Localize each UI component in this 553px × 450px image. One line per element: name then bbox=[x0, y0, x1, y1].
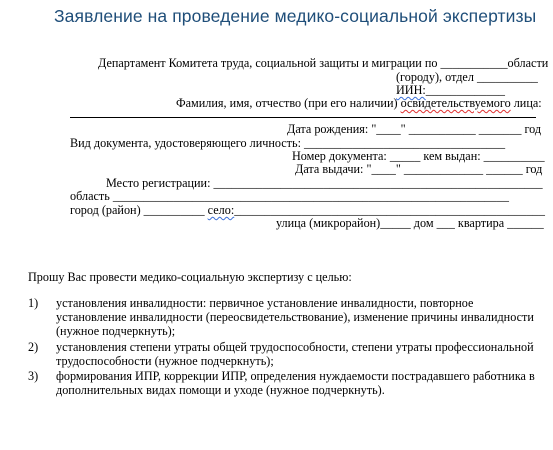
list-text: установления степени утраты общей трудоспособности, степени утраты профессиональной трудоспособности (нужное подчеркнуть); bbox=[56, 339, 534, 368]
birth-date-line: Дата рождения: "____" ___________ _______ год bbox=[287, 122, 542, 136]
full-name-line bbox=[176, 96, 542, 110]
region-line: область _________________________________________________________________ bbox=[70, 189, 509, 203]
full-name-rule bbox=[70, 117, 536, 118]
department-line-2: (городу), отдел __________ bbox=[396, 70, 538, 84]
list-number: 2) bbox=[28, 339, 39, 354]
village-blank: ___________________________________________________ bbox=[234, 203, 545, 217]
list-item bbox=[28, 340, 538, 368]
street-line: улица (микрорайон)_____ дом ___ квартира ______ bbox=[276, 216, 544, 230]
list-text: установления инвалидности: первичное установление инвалидности, повторное установление инвалидности (переосвидетельствование), изменение причины инвалидности (нужное подчеркнуть); bbox=[56, 296, 534, 339]
list-text: формирования ИПР, коррекции ИПР, определения нуждаемости пострадавшего работника в дополнительных видах помощи и уходе (нужное подчеркнуть). bbox=[56, 369, 535, 398]
city-prefix: город (район) __________ bbox=[70, 203, 208, 217]
list-number: 3) bbox=[28, 369, 39, 384]
request-text: Прошу Вас провести медико-социальную экспертизу с целью: bbox=[28, 270, 352, 284]
iin-label: ИИН: bbox=[396, 83, 426, 97]
department-line: Департамент Комитета труда, социальной защиты и миграции по ___________области bbox=[98, 56, 549, 70]
iin-line bbox=[396, 83, 505, 97]
registration-line: Место регистрации: ______________________________________________________ bbox=[106, 176, 543, 190]
list-number: 1) bbox=[28, 296, 39, 310]
list-item bbox=[28, 369, 538, 397]
purpose-list bbox=[28, 296, 538, 398]
full-name-end: лица: bbox=[510, 96, 542, 110]
full-name-prefix: Фамилия, имя, отчество (при его наличии) bbox=[176, 96, 401, 110]
list-item bbox=[28, 296, 538, 339]
village-label: село: bbox=[207, 203, 235, 217]
full-name-word: освидетельствуемого bbox=[400, 96, 511, 110]
issue-date-line: Дата выдачи: "____" _____________ ______ год bbox=[295, 162, 543, 176]
iin-blank: _____________ bbox=[425, 83, 506, 97]
city-line bbox=[70, 203, 545, 217]
document-number-line: Номер документа: _____ кем выдан: __________ bbox=[292, 149, 545, 163]
document-title: Заявление на проведение медико-социальной экспертизы bbox=[54, 6, 537, 26]
document-type-line: Вид документа, удостоверяющего личность: _________________________________ bbox=[70, 136, 506, 150]
